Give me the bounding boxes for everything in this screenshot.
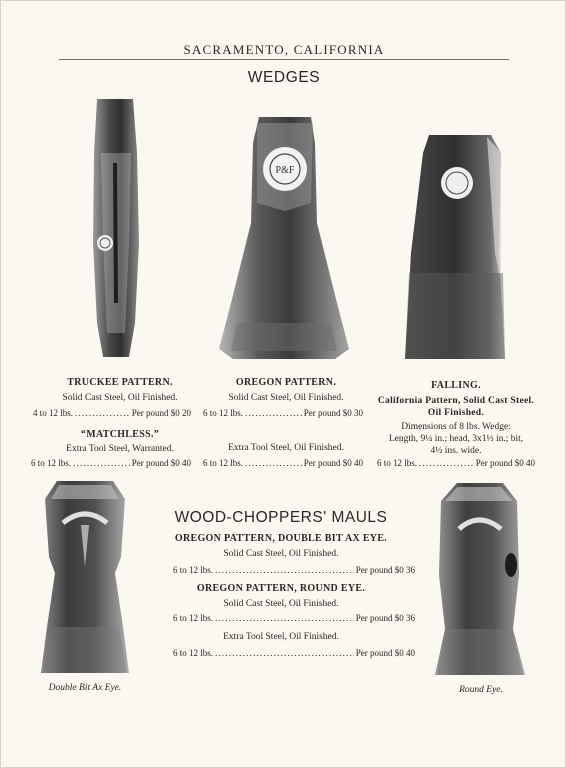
- svg-text:P&F: P&F: [275, 165, 295, 176]
- section-title-wedges: WEDGES: [247, 69, 321, 86]
- oregon-wedge-image: [217, 113, 351, 363]
- section-title-mauls: WOOD-CHOPPERS' MAULS: [174, 509, 388, 526]
- header-rule: [59, 59, 509, 60]
- matchless-title: “MATCHLESS.”: [80, 429, 160, 440]
- truckee-price-row: [33, 408, 191, 418]
- oregon-desc-extra: Extra Tool Steel, Oil Finished.: [228, 443, 344, 453]
- maul-p3-desc: Extra Tool Steel, Oil Finished.: [223, 632, 339, 642]
- falling-desc-line1: California Pattern, Solid Cast Steel.: [377, 396, 535, 406]
- caption-round-eye: Round Eye.: [459, 685, 503, 695]
- page-header: SACRAMENTO, CALIFORNIA: [183, 42, 385, 57]
- falling-title: FALLING.: [431, 380, 481, 391]
- maul-p2-title: OREGON PATTERN, ROUND EYE.: [196, 583, 366, 594]
- falling-dimensions-line3: 4½ ins. wide.: [430, 446, 482, 456]
- price-range: 4 to 12 lbs.: [33, 408, 74, 418]
- price-value: Per pound $0 40: [303, 458, 363, 468]
- maul-p2-desc: Solid Cast Steel, Oil Finished.: [223, 599, 339, 609]
- price-value: Per pound $0 40: [475, 458, 535, 468]
- price-value: Per pound $0 30: [303, 408, 363, 418]
- round-eye-maul-image: [429, 479, 529, 685]
- matchless-desc: Extra Tool Steel, Warranted.: [66, 444, 174, 454]
- falling-dimensions-line1: Dimensions of 8 lbs. Wedge:: [401, 422, 511, 432]
- price-range: 6 to 12 lbs.: [203, 458, 244, 468]
- oregon-desc: Solid Cast Steel, Oil Finished.: [228, 393, 344, 403]
- price-range: 6 to 12 lbs.: [173, 613, 214, 623]
- double-bit-maul-image: [39, 477, 131, 683]
- oregon-extra-price-row: [203, 458, 363, 468]
- maul-p1-desc: Solid Cast Steel, Oil Finished.: [223, 549, 339, 559]
- oregon-title: OREGON PATTERN.: [235, 377, 337, 388]
- truckee-wedge-image: [85, 93, 147, 363]
- maul-p1-price-row: [173, 565, 415, 575]
- price-range: 6 to 12 lbs.: [173, 565, 214, 575]
- truckee-title: TRUCKEE PATTERN.: [67, 377, 173, 388]
- price-range: 6 to 12 lbs.: [377, 458, 418, 468]
- price-value: Per pound $0 36: [355, 565, 415, 575]
- price-value: Per pound $0 20: [131, 408, 191, 418]
- truckee-desc: Solid Cast Steel, Oil Finished.: [62, 393, 178, 403]
- price-range: 6 to 12 lbs.: [203, 408, 244, 418]
- price-value: Per pound $0 36: [355, 613, 415, 623]
- falling-dimensions-line2: Length, 9¼ in.; head, 3x1½ in.; bit,: [388, 434, 524, 444]
- maul-p2-price-row: [173, 613, 415, 623]
- falling-wedge-image: [399, 133, 509, 365]
- maul-p3-price-row: [173, 648, 415, 658]
- falling-price-row: [377, 458, 535, 468]
- oregon-price-row: [203, 408, 363, 418]
- price-range: 6 to 12 lbs.: [31, 458, 72, 468]
- price-range: 6 to 12 lbs.: [173, 648, 214, 658]
- matchless-price-row: [31, 458, 191, 468]
- price-value: Per pound $0 40: [355, 648, 415, 658]
- maul-p1-title: OREGON PATTERN, DOUBLE BIT AX EYE.: [174, 533, 388, 544]
- caption-double-bit: Double Bit Ax Eye.: [48, 683, 122, 693]
- falling-desc-line2: Oil Finished.: [427, 408, 485, 418]
- price-value: Per pound $0 40: [131, 458, 191, 468]
